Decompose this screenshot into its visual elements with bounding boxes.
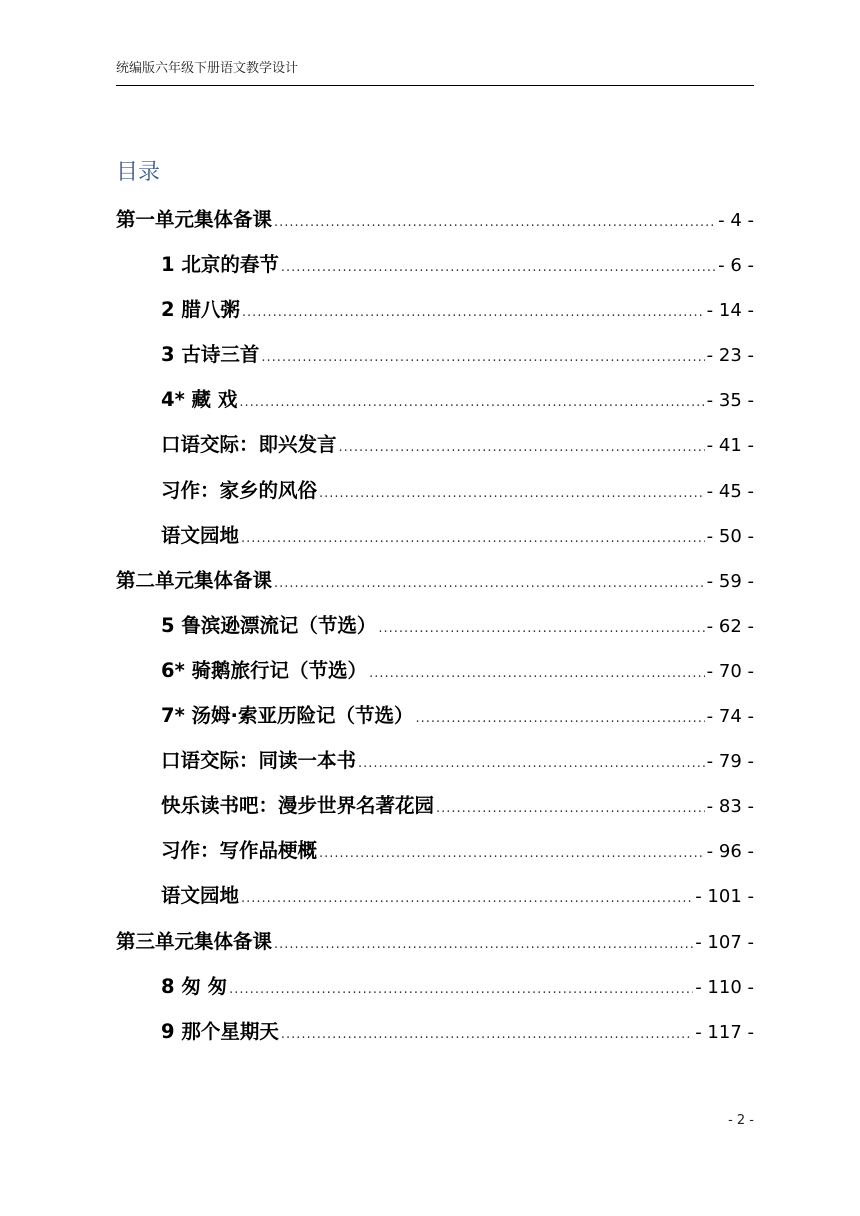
toc-entry-label: 口语交际：即兴发言 <box>161 433 337 457</box>
toc-leader-dots <box>274 205 716 241</box>
toc-leader-dots <box>239 385 704 421</box>
toc-entry-page: - 59 - <box>706 570 754 592</box>
toc-entry-page: - 45 - <box>706 480 754 502</box>
toc-lesson-entry[interactable] <box>116 788 754 833</box>
toc-entry-page: - 4 - <box>718 210 754 231</box>
toc-lesson-entry[interactable] <box>116 473 754 518</box>
toc-title: 目录 <box>116 160 161 185</box>
toc-lesson-entry[interactable] <box>116 743 754 788</box>
toc-entry-page: - 107 - <box>695 931 754 953</box>
toc-leader-dots <box>339 430 705 466</box>
toc-lesson-entry[interactable] <box>116 1014 754 1059</box>
toc-entry-page: - 14 - <box>706 300 754 322</box>
toc-entry-page: - 74 - <box>706 706 754 728</box>
toc-entry-label: 5 鲁滨逊漂流记（节选） <box>161 613 377 637</box>
toc-lesson-entry[interactable] <box>116 247 754 292</box>
toc-entry-page: - 79 - <box>706 751 754 773</box>
toc-leader-dots <box>274 927 693 963</box>
toc-unit-entry[interactable] <box>116 563 754 608</box>
toc-entry-label: 6* 骑鹅旅行记（节选） <box>161 658 368 682</box>
toc-leader-dots <box>378 611 704 647</box>
toc-lesson-entry[interactable] <box>116 653 754 698</box>
toc-leader-dots <box>415 701 704 737</box>
toc-entry-page: - 110 - <box>695 976 754 998</box>
toc-lesson-entry[interactable] <box>116 608 754 653</box>
toc-unit-entry[interactable] <box>116 924 754 969</box>
toc-leader-dots <box>281 250 716 286</box>
toc-leader-dots <box>241 881 693 917</box>
toc-lesson-entry[interactable] <box>116 969 754 1014</box>
toc-entry-label: 习作：家乡的风俗 <box>161 478 318 502</box>
toc-leader-dots <box>319 836 705 872</box>
table-of-contents <box>116 202 754 1059</box>
toc-lesson-entry[interactable] <box>116 878 754 923</box>
toc-lesson-entry[interactable] <box>116 292 754 337</box>
toc-entry-page: - 41 - <box>706 435 754 457</box>
toc-lesson-entry[interactable] <box>116 337 754 382</box>
toc-leader-dots <box>229 972 693 1008</box>
toc-entry-label: 9 那个星期天 <box>161 1019 279 1043</box>
toc-leader-dots <box>242 295 705 331</box>
toc-entry-page: - 50 - <box>706 525 754 547</box>
page-number: - 2 - <box>728 1113 754 1128</box>
toc-leader-dots <box>241 521 705 557</box>
toc-entry-label: 4* 藏 戏 <box>161 388 238 412</box>
toc-entry-page: - 101 - <box>695 886 754 908</box>
toc-entry-label: 第三单元集体备课 <box>116 929 273 953</box>
toc-leader-dots <box>261 340 704 376</box>
toc-lesson-entry[interactable] <box>116 698 754 743</box>
toc-leader-dots <box>319 476 705 512</box>
toc-entry-label: 语文园地 <box>161 884 240 908</box>
toc-leader-dots <box>358 746 705 782</box>
toc-entry-label: 3 古诗三首 <box>161 343 260 367</box>
toc-entry-label: 口语交际：同读一本书 <box>161 749 357 773</box>
toc-entry-label: 8 匆 匆 <box>161 974 228 998</box>
toc-leader-dots <box>436 791 705 827</box>
toc-lesson-entry[interactable] <box>116 518 754 563</box>
toc-entry-page: - 96 - <box>706 841 754 863</box>
toc-entry-label: 1 北京的春节 <box>161 253 279 277</box>
toc-entry-label: 快乐读书吧：漫步世界名著花园 <box>161 794 435 818</box>
toc-entry-label: 习作：写作品梗概 <box>161 839 318 863</box>
toc-entry-label: 第二单元集体备课 <box>116 568 273 592</box>
toc-entry-label: 7* 汤姆·索亚历险记（节选） <box>161 704 414 728</box>
toc-entry-page: - 117 - <box>695 1021 754 1043</box>
toc-entry-page: - 83 - <box>706 796 754 818</box>
toc-entry-page: - 62 - <box>706 615 754 637</box>
toc-leader-dots <box>274 566 705 602</box>
toc-leader-dots <box>369 656 705 692</box>
toc-entry-label: 2 腊八粥 <box>161 298 240 322</box>
toc-entry-page: - 23 - <box>706 345 754 367</box>
toc-lesson-entry[interactable] <box>116 833 754 878</box>
toc-lesson-entry[interactable] <box>116 382 754 427</box>
toc-entry-page: - 70 - <box>706 660 754 682</box>
toc-unit-entry[interactable] <box>116 202 754 247</box>
toc-lesson-entry[interactable] <box>116 427 754 472</box>
toc-entry-label: 语文园地 <box>161 523 240 547</box>
toc-entry-page: - 35 - <box>706 390 754 412</box>
page-header: 统编版六年级下册语文教学设计 <box>116 60 754 86</box>
toc-entry-label: 第一单元集体备课 <box>116 208 273 231</box>
toc-entry-page: - 6 - <box>718 255 754 277</box>
toc-leader-dots <box>281 1017 693 1053</box>
